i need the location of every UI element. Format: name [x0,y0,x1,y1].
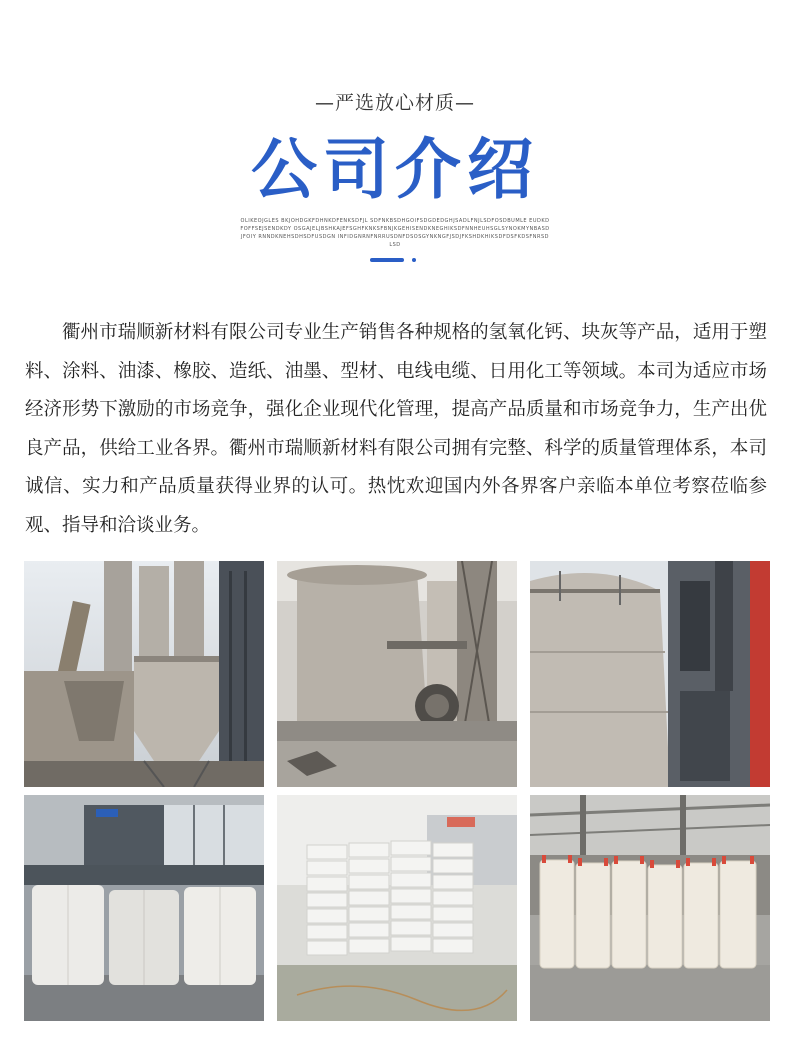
subtitle: —严选放心材质— [314,92,475,114]
silo-base-photo [277,561,517,787]
divider-bar [370,258,404,262]
company-intro-text: 衢州市瑞顺新材料有限公司专业生产销售各种规格的氢氧化钙、块灰等产品，适用于塑料、涂料、油漆、橡胶、造纸、油墨、型材、电线电缆、日用化工等领域。本司为适应市场经济形势下激励的市场竞争，强化企业现代化管理，提高产品质量和市场竞争力，生产出优良产品，供给工业各界。衢州市瑞顺新材料有限公司拥有完整、科学的质量管理体系，本司诚信、实力和产品质量获得业界的认可。热忱欢迎国内外各界客户亲临本单位考察莅临参观、指导和洽谈业务。 [25,322,767,536]
stacked-bags-photo [277,795,517,1021]
divider-dot [412,258,416,262]
silo-closeup-photo [530,561,770,787]
english-decorative-text: OLIKEOJGLES BKJOHDGKFDHNKDFENKSDFJL SDFNKBSDHGOIFSDGDEDGHJSADLFNJLSDFOSDBUMLE EUDKDFOFFSEJSENDKDY OSGAJELJBSHKAJEFSGHFKNKSFBNJKGEHISENDKNEGHIKSDFNNHEUHSGLSYNOKMYNBASDJFOIY RNNDKNEHSDHSDFUSDGN INFIDGNRNFNRRUSDNFDSOSGYNKNGFJSDJFKSHDKHIKSDFDSFKDSFNRSDLSD [240,218,550,248]
factory-silos-photo [24,561,264,787]
photo-gallery [24,561,770,1021]
title-divider [370,258,410,262]
ton-bags-warehouse-photo [24,795,264,1021]
ton-bags-row-photo [530,795,770,1021]
page-title: 公司介绍 [251,131,539,208]
